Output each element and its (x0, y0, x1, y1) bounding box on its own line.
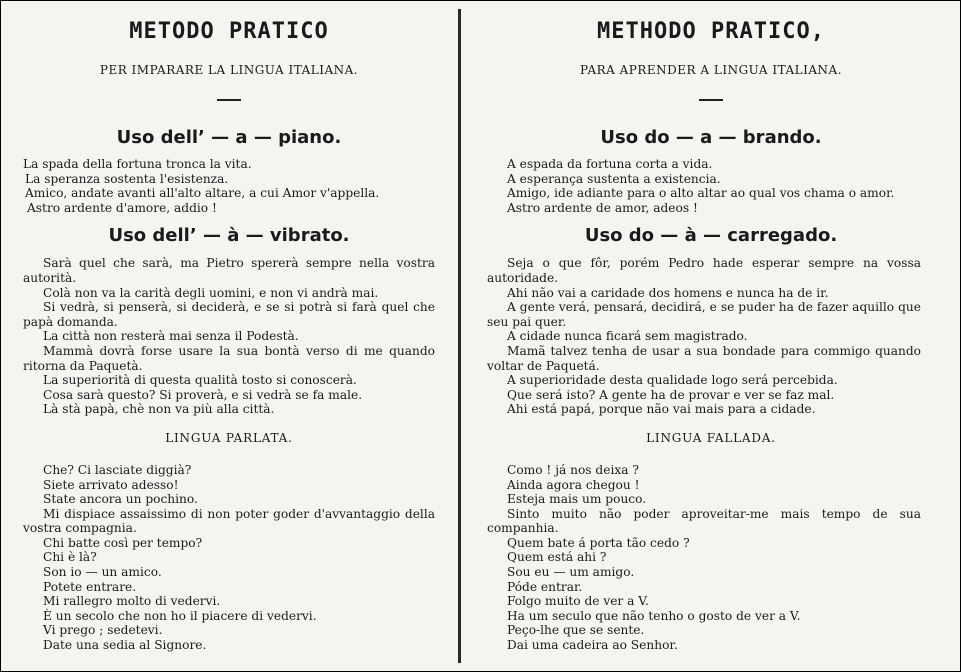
text-paragraph: Ainda agora chegou ! (507, 477, 640, 492)
column-divider (458, 9, 461, 663)
text-paragraph: Si vedrà, si penserà, si deciderà, e se si potrà si farà quel che papà domanda. (23, 300, 435, 329)
text-paragraph: A gente verá, pensará, decidirá, e se puder ha de fazer aquillo que seu pai quer. (487, 300, 921, 329)
text-paragraph: Peço-lhe que se sente. (507, 623, 645, 638)
text-paragraph: Como ! já nos deixa ? (507, 462, 639, 477)
text-paragraph: Siete arrivato adesso! (43, 477, 179, 492)
text-paragraph: Ahi está papá, porque não vai mais para a cidade. (507, 402, 816, 417)
text-paragraph: Mammà dovrà forse usare la sua bontà verso di me quando ritorna da Paquetà. (23, 343, 435, 373)
text-paragraph: Mamã talvez tenha de usar a sua bondade para commigo quando voltar de Paquetá. (487, 343, 921, 373)
parlata-dialogue (1, 463, 457, 653)
section-heading-vibrato: Uso dell’ — à — vibrato. (108, 225, 350, 247)
portuguese-title: METHODO PRATICO, (597, 19, 825, 44)
text-line: Astro ardente d'amore, addio ! (27, 200, 217, 215)
title-rule (699, 99, 723, 101)
section-heading-brando: Uso do — a — brando. (600, 127, 822, 148)
text-paragraph: Là stà papà, chè non va più alla città. (43, 402, 275, 417)
text-paragraph: È un secolo che non ho il piacere di vedervi. (43, 608, 317, 623)
text-paragraph: Potete entrare. (43, 579, 137, 594)
text-paragraph: Vi prego ; sedetevi. (43, 623, 163, 638)
carregado-examples (463, 256, 959, 417)
text-paragraph: Sinto muito não poder aproveitar-me mais tempo de sua companhia. (487, 506, 921, 536)
text-paragraph: A superioridade desta qualidade logo será percebida. (507, 373, 838, 388)
text-paragraph: Quem bate á porta tão cedo ? (507, 535, 690, 550)
section-heading-piano: Uso dell’ — a — piano. (116, 127, 342, 148)
fallada-dialogue (463, 463, 959, 653)
text-paragraph: Ahi não vai a caridade dos homens e nunca ha de ir. (507, 285, 829, 300)
text-paragraph: Mi rallegro molto di vedervi. (43, 594, 221, 609)
text-paragraph: A cidade nunca ficará sem magistrado. (507, 329, 748, 344)
text-paragraph: Colà non va la carità degli uomini, e non vi andrà mai. (43, 285, 379, 300)
text-paragraph: Dai uma cadeira ao Senhor. (507, 638, 678, 653)
text-paragraph: Mi dispiace assaissimo di non poter goder d'avvantaggio della vostra compagnia. (23, 506, 435, 536)
title-rule (217, 99, 241, 101)
text-paragraph: La città non resterà mai senza il Podestà. (43, 329, 299, 344)
text-paragraph: Che? Ci lasciate diggià? (43, 462, 192, 477)
italian-column (1, 1, 457, 671)
text-paragraph: Sou eu — um amigo. (507, 565, 635, 580)
piano-examples (1, 157, 457, 215)
text-paragraph: State ancora un pochino. (43, 492, 198, 507)
text-paragraph: Son io — un amico. (43, 565, 162, 580)
text-line: La spada della fortuna tronca la vita. (23, 157, 252, 171)
text-paragraph: Esteja mais um pouco. (507, 492, 647, 507)
text-line: Astro ardente de amor, adeos ! (507, 200, 698, 215)
text-paragraph: Folgo muito de ver a V. (507, 594, 649, 609)
text-paragraph: La superiorità di questa qualità tosto si conoscerà. (43, 373, 357, 388)
text-paragraph: Que será isto? A gente ha de provar e ver se faz mal. (507, 387, 835, 402)
text-paragraph: Sarà quel che sarà, ma Pietro spererà sempre nella vostra autorità. (23, 256, 435, 285)
text-paragraph: Póde entrar. (507, 579, 583, 594)
italian-title: METODO PRATICO (129, 19, 329, 44)
section-heading-parlata: LINGUA PARLATA. (165, 430, 293, 445)
portuguese-column (463, 1, 959, 671)
text-paragraph: Date una sedia al Signore. (43, 638, 207, 653)
text-paragraph: Quem está ahi ? (507, 550, 607, 565)
section-heading-carregado: Uso do — à — carregado. (584, 225, 838, 247)
text-paragraph: Chi è là? (43, 550, 97, 565)
vibrato-examples (1, 256, 457, 417)
text-line: A espada da fortuna corta a vida. (507, 157, 713, 171)
portuguese-subtitle: PARA APRENDER A LINGUA ITALIANA. (579, 63, 843, 77)
text-paragraph: Cosa sarà questo? Si proverà, e si vedrà se fa male. (43, 387, 363, 402)
text-paragraph: Ha um seculo que não tenho o gosto de ver a V. (507, 608, 801, 623)
brando-examples (463, 157, 959, 215)
text-line: A esperança sustenta a existencia. (507, 171, 721, 186)
text-paragraph: Chi batte così per tempo? (43, 535, 203, 550)
text-line: La speranza sostenta l'esistenza. (25, 171, 229, 186)
text-line: Amico, andate avanti all'alto altare, a cui Amor v'appella. (25, 186, 380, 201)
section-heading-fallada: LINGUA FALLADA. (646, 430, 776, 445)
italian-subtitle: PER IMPARARE LA LINGUA ITALIANA. (99, 63, 359, 77)
text-line: Amigo, ide adiante para o alto altar ao qual vos chama o amor. (507, 186, 895, 201)
text-paragraph: Seja o que fôr, porém Pedro hade esperar sempre na vossa autoridade. (487, 256, 921, 285)
